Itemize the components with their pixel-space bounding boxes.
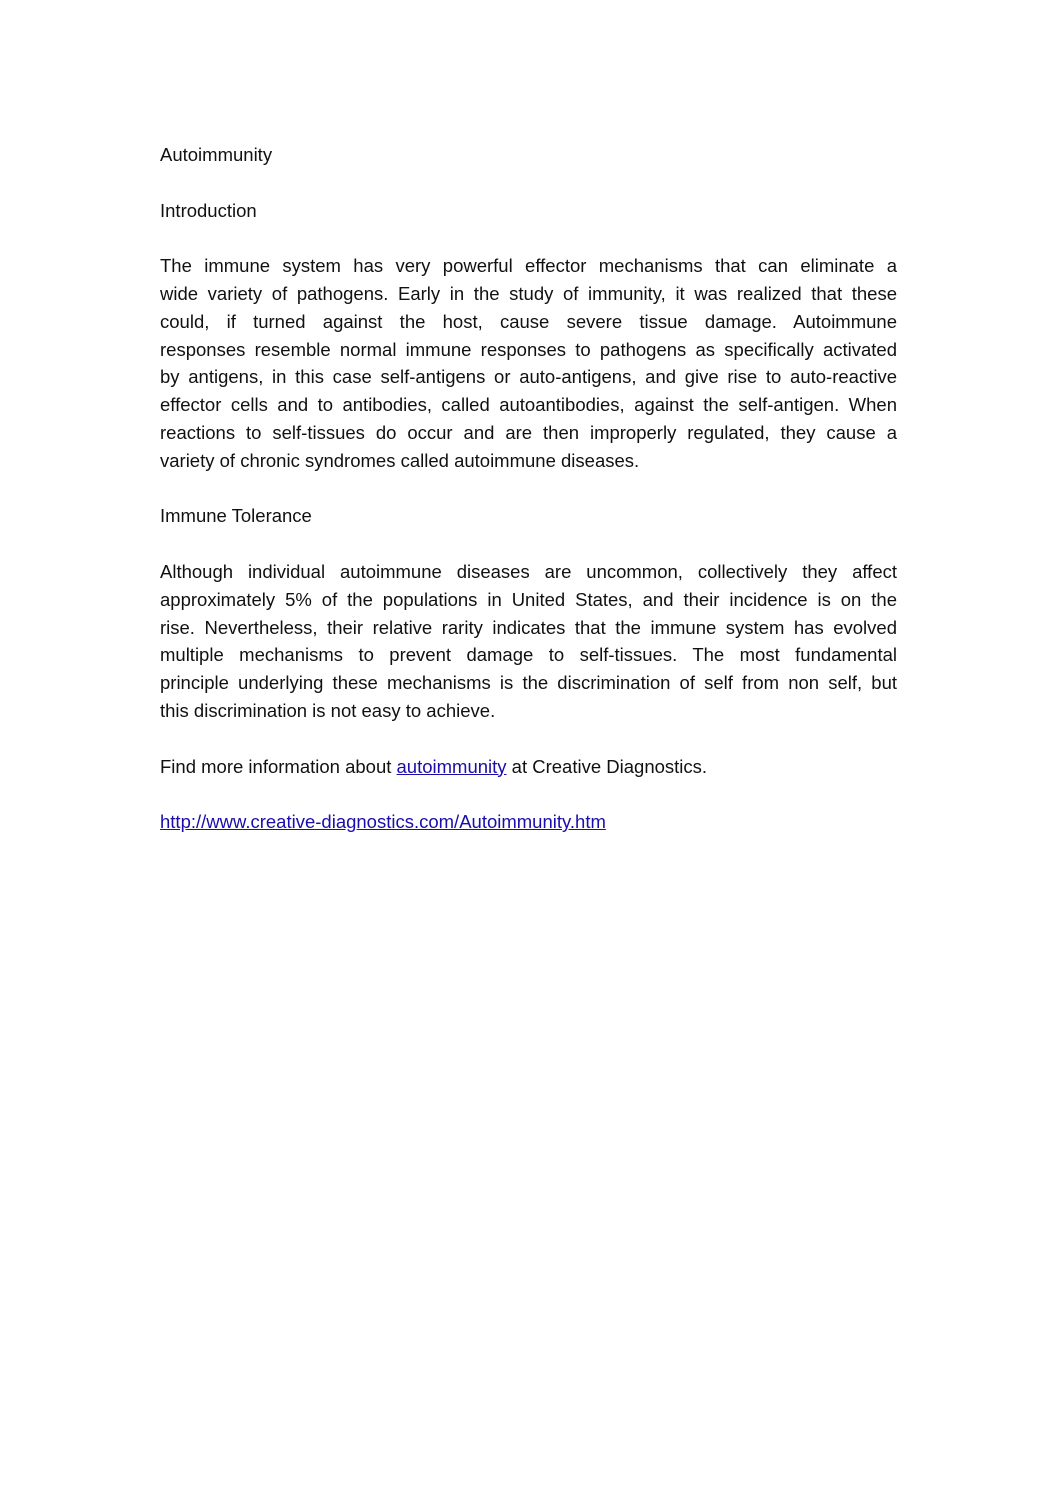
document-title: Autoimmunity xyxy=(160,144,273,165)
more-info-sentence xyxy=(160,753,897,781)
paragraph-line: principle underlying these mechanisms is the discrimination of self from non self, but xyxy=(160,672,897,694)
more-info-prefix: Find more information about xyxy=(160,755,397,777)
paragraph-immune-tolerance xyxy=(160,558,897,725)
creative-diagnostics-url-link[interactable]: http://www.creative-diagnostics.com/Autoimmunity.htm xyxy=(160,811,606,833)
paragraph-line: could, if turned against the host, cause severe tissue damage. Autoimmune xyxy=(160,310,897,332)
paragraph-line: this discrimination is not easy to achieve. xyxy=(160,699,496,721)
autoimmunity-link[interactable]: autoimmunity xyxy=(396,755,507,777)
paragraph-line: variety of chronic syndromes called autoimmune diseases. xyxy=(160,449,640,471)
more-info-suffix: at Creative Diagnostics. xyxy=(506,755,708,777)
paragraph-line: effector cells and to antibodies, called autoantibodies, against the self-antigen. When xyxy=(160,394,897,416)
url-line xyxy=(160,808,897,836)
paragraph-line: Although individual autoimmune diseases are uncommon, collectively they affect xyxy=(160,560,897,582)
paragraph-line: by antigens, in this case self-antigens or auto-antigens, and give rise to auto-reactive xyxy=(160,366,897,388)
paragraph-line: rise. Nevertheless, their relative rarity indicates that the immune system has evolved xyxy=(160,616,897,638)
section-heading-introduction: Introduction xyxy=(160,199,257,221)
paragraph-line: The immune system has very powerful effector mechanisms that can eliminate a xyxy=(160,255,897,277)
paragraph-line: multiple mechanisms to prevent damage to self-tissues. The most fundamental xyxy=(160,644,897,666)
paragraph-introduction xyxy=(160,252,897,474)
document-page xyxy=(160,141,897,836)
section-heading-immune-tolerance: Immune Tolerance xyxy=(160,505,312,527)
paragraph-line: responses resemble normal immune responses to pathogens as specifically activated xyxy=(160,338,897,360)
paragraph-line: reactions to self-tissues do occur and are then improperly regulated, they cause a xyxy=(160,421,897,443)
paragraph-line: wide variety of pathogens. Early in the study of immunity, it was realized that these xyxy=(160,282,897,304)
paragraph-line: approximately 5% of the populations in United States, and their incidence is on the xyxy=(160,588,897,610)
